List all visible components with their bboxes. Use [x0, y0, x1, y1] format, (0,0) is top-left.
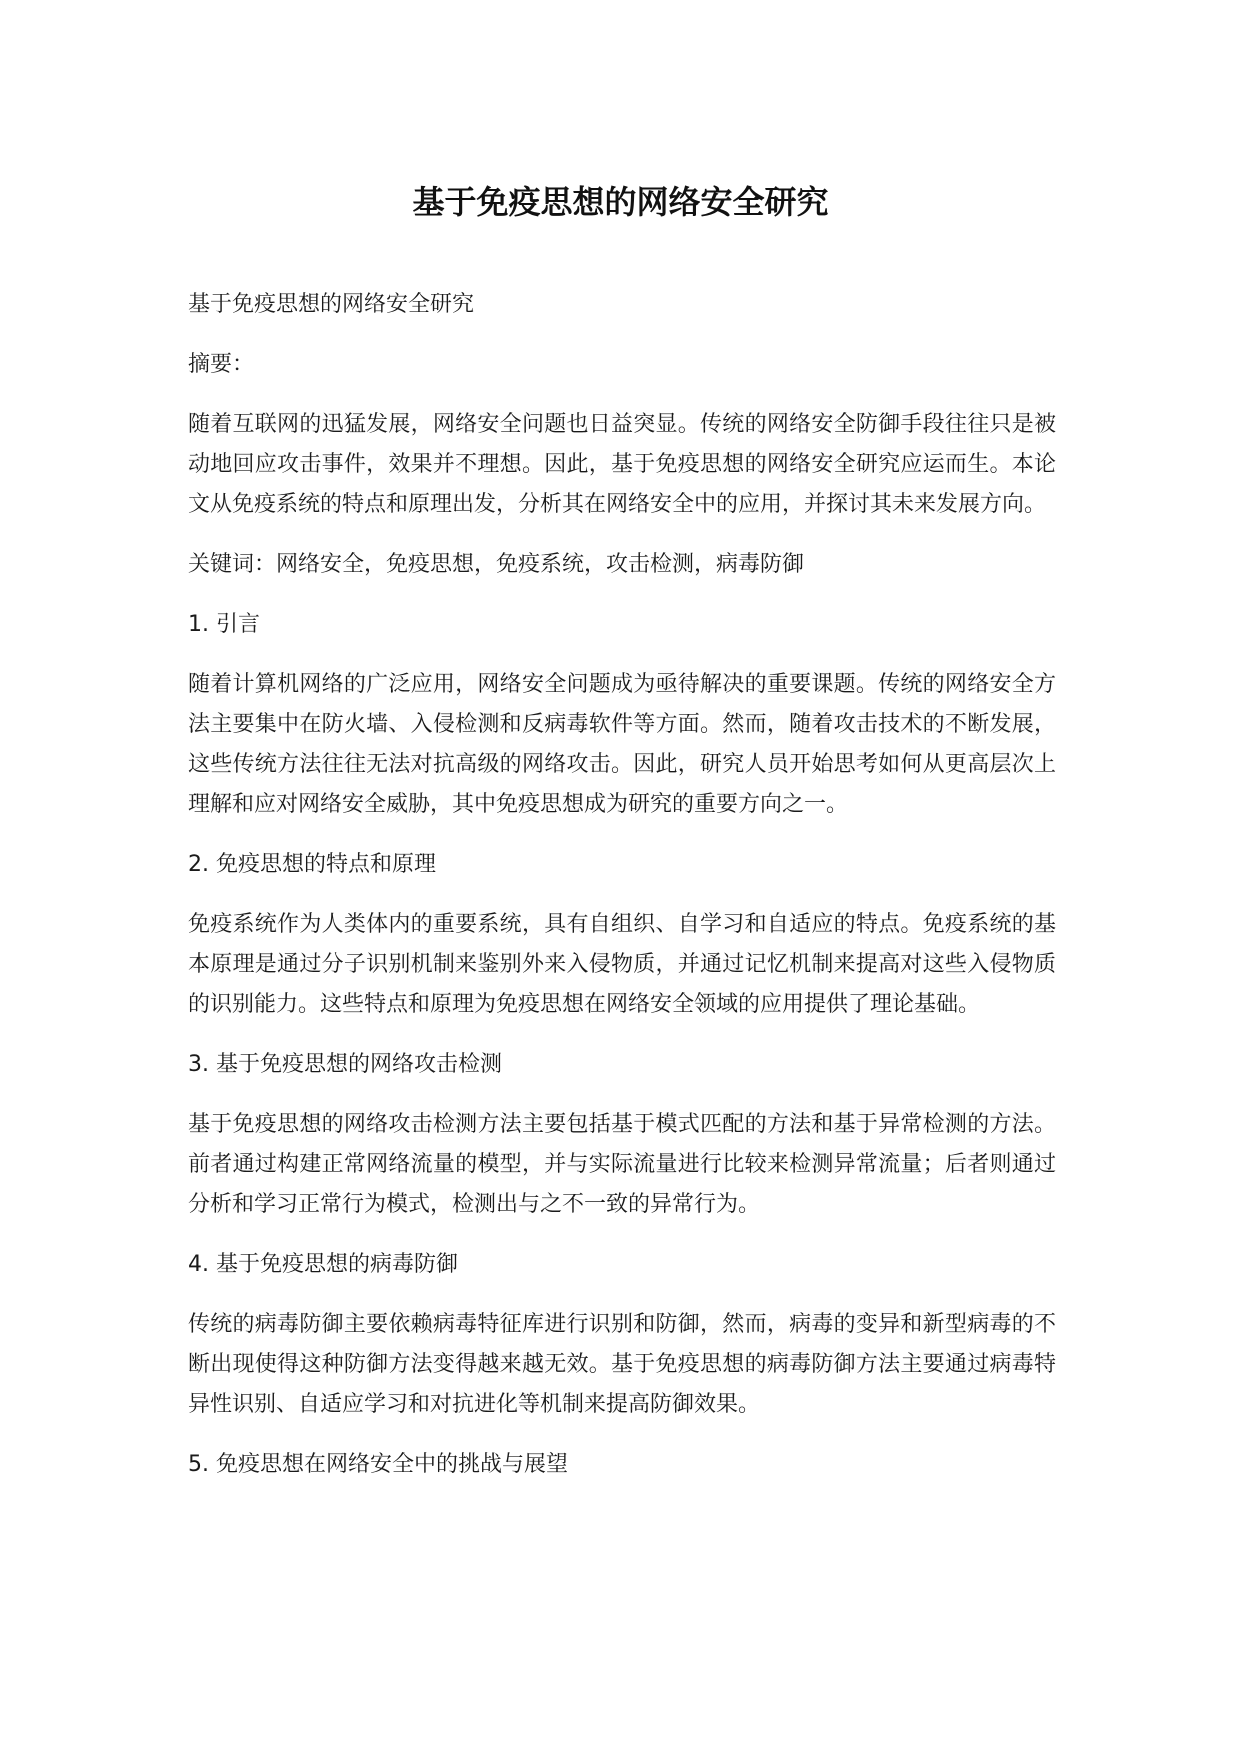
- page-title: 基于免疫思想的网络安全研究: [412, 183, 829, 221]
- section-body-immune-principles: 免疫系统作为人类体内的重要系统，具有自组织、自学习和自适应的特点。免疫系统的基本原理是通过分子识别机制来鉴别外来入侵物质，并通过记忆机制来提高对这些入侵物质的识别能力。这些特点和原理为免疫思想在网络安全领域的应用提供了理论基础。: [188, 912, 1056, 1017]
- abstract-text: 随着互联网的迅猛发展，网络安全问题也日益突显。传统的网络安全防御手段往往只是被动地回应攻击事件，效果并不理想。因此，基于免疫思想的网络安全研究应运而生。本论文从免疫系统的特点和原理出发，分析其在网络安全中的应用，并探讨其未来发展方向。: [188, 412, 1056, 517]
- document-subtitle: 基于免疫思想的网络安全研究: [188, 292, 475, 317]
- abstract-label: 摘要：: [188, 352, 255, 377]
- section-heading-challenges: 5. 免疫思想在网络安全中的挑战与展望: [188, 1452, 568, 1477]
- keywords-line: 关键词：网络安全，免疫思想，免疫系统，攻击检测，病毒防御: [188, 552, 805, 577]
- section-heading-introduction: 1. 引言: [188, 612, 260, 637]
- section-heading-attack-detection: 3. 基于免疫思想的网络攻击检测: [188, 1052, 502, 1077]
- section-heading-immune-principles: 2. 免疫思想的特点和原理: [188, 852, 436, 877]
- document-body: [188, 285, 1056, 1505]
- section-body-virus-defense: 传统的病毒防御主要依赖病毒特征库进行识别和防御，然而，病毒的变异和新型病毒的不断出现使得这种防御方法变得越来越无效。基于免疫思想的病毒防御方法主要通过病毒特异性识别、自适应学习和对抗进化等机制来提高防御效果。: [188, 1312, 1056, 1417]
- section-body-attack-detection: 基于免疫思想的网络攻击检测方法主要包括基于模式匹配的方法和基于异常检测的方法。前者通过构建正常网络流量的模型，并与实际流量进行比较来检测异常流量；后者则通过分析和学习正常行为模式，检测出与之不一致的异常行为。: [188, 1112, 1056, 1217]
- section-heading-virus-defense: 4. 基于免疫思想的病毒防御: [188, 1252, 458, 1277]
- section-body-introduction: 随着计算机网络的广泛应用，网络安全问题成为亟待解决的重要课题。传统的网络安全方法主要集中在防火墙、入侵检测和反病毒软件等方面。然而，随着攻击技术的不断发展，这些传统方法往往无法对抗高级的网络攻击。因此，研究人员开始思考如何从更高层次上理解和应对网络安全威胁，其中免疫思想成为研究的重要方向之一。: [188, 672, 1056, 817]
